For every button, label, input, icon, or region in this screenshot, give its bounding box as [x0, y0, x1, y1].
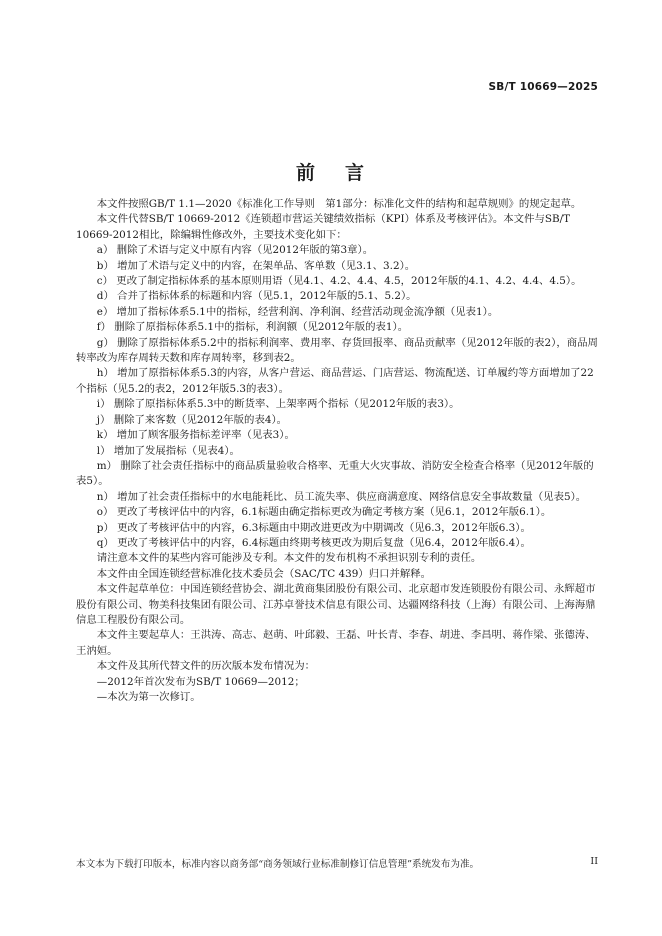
change-item: l） 增加了发展指标（见表4）。 [96, 444, 240, 457]
paragraph-replaces: 本文件代替SB/T 10669-2012《连锁超市营运关键绩效指标（KPI）体系及考核评估》。本文件与SB/T 10669-2012相比，除编辑性修改外，主要技术变化如下： [76, 213, 571, 241]
change-item: g） 删除了原指标体系5.2中的指标利润率、费用率、存货回报率、商品贡献率（见2012年版的表2），商品周转率改为库存周转天数和库存周转率，移到表2。 [76, 336, 598, 365]
change-item: c） 更改了制定指标体系的基本原则用语（见4.1、4.2、4.4、4.5，2012年版的4.1、4.2、4.4、4.5）。 [96, 275, 582, 288]
change-item: q） 更改了考核评估中的内容，6.4标题由终期考核更改为期后复盘（见6.4，2012年版6.4）。 [96, 536, 531, 549]
standard-code: SB/T 10669—2025 [488, 81, 598, 93]
foreword-body [76, 197, 602, 705]
change-item: d） 合并了指标体系的标题和内容（见5.1，2012年版的5.1、5.2）。 [96, 290, 417, 303]
paragraph-history-intro: 本文件及其所代替文件的历次版本发布情况为： [96, 660, 315, 673]
change-item: m） 删除了社会责任指标中的商品质量验收合格率、无重大火灾事故、消防安全检查合格率（见2012年版的表5）。 [76, 459, 594, 488]
paragraph-drafters: 本文件主要起草人：王洪涛、高志、赵萌、叶邱毅、王磊、叶长青、李春、胡进、李昌明、蒋作梁、张德涛、王汭姮。 [76, 629, 596, 657]
change-item: n） 增加了社会责任指标中的水电能耗比、员工流失率、供应商满意度、网络信息安全事故数量（见表5）。 [96, 490, 587, 503]
change-item: a） 删除了术语与定义中原有内容（见2012年版的第3章）。 [96, 244, 374, 257]
page-title [0, 158, 662, 185]
change-item: e） 增加了指标体系5.1中的指标，经营利润、净利润、经营活动现金流净额（见表1）。 [96, 305, 499, 318]
history-item-current: —本次为第一次修订。 [96, 691, 201, 703]
change-item: j） 删除了来客数（见2012年版的表4）。 [96, 413, 288, 426]
title-char-1: 前 [295, 162, 317, 184]
change-item: h） 增加了原指标体系5.3的内容，从客户营运、商品营运、门店营运、物流配送、订单履约等方面增加了22个指标（见5.2的表2，2012年版5.3的表3）。 [76, 367, 594, 395]
paragraph-patent-notice: 请注意本文件的某些内容可能涉及专利。本文件的发布机构不承担识别专利的责任。 [96, 552, 482, 565]
page-number: II [590, 856, 598, 867]
history-item-2012: —2012年首次发布为SB/T 10669—2012； [96, 675, 305, 688]
change-item: p） 更改了考核评估中的内容，6.3标题由中期改进更改为中期调改（见6.3，2012年版6.3）。 [96, 521, 531, 534]
title-char-2: 言 [345, 162, 367, 184]
change-item: i） 删除了原指标体系5.3中的断货率、上架率两个指标（见2012年版的表3）。 [96, 398, 460, 411]
paragraph-drafting-rules: 本文件按照GB/T 1.1—2020《标准化工作导则 第1部分：标准化文件的结构和起草规则》的规定起草。 [96, 198, 582, 210]
footer-note: 本文本为下载打印版本，标准内容以商务部“商务领域行业标准制修订信息管理”系统发布为准。 [76, 859, 480, 870]
change-item: k） 增加了顾客服务指标差评率（见表3）。 [96, 429, 295, 442]
paragraph-drafting-organizations: 本文件起草单位：中国连锁经营协会、湖北黄商集团股份有限公司、北京超市发连锁股份有限公司、永辉超市股份有限公司、物美科技集团有限公司、江苏卓誉技术信息有限公司、达疆网络科技（上海）有限公司、上海海鼎信息工程股份有限公司。 [76, 583, 596, 626]
change-item: f） 删除了原指标体系5.1中的指标，利润额（见2012年版的表1）。 [96, 321, 409, 334]
paragraph-proposed-by: 本文件由全国连锁经营标准化技术委员会（SAC/TC 439）归口并解释。 [96, 567, 432, 580]
change-item: o） 更改了考核评估中的内容，6.1标题由确定指标更改为确定考核方案（见6.1，2012年版6.1）。 [96, 506, 552, 519]
change-item: b） 增加了术语与定义中的内容，在架单品、客单数（见3.1、3.2）。 [96, 259, 416, 272]
